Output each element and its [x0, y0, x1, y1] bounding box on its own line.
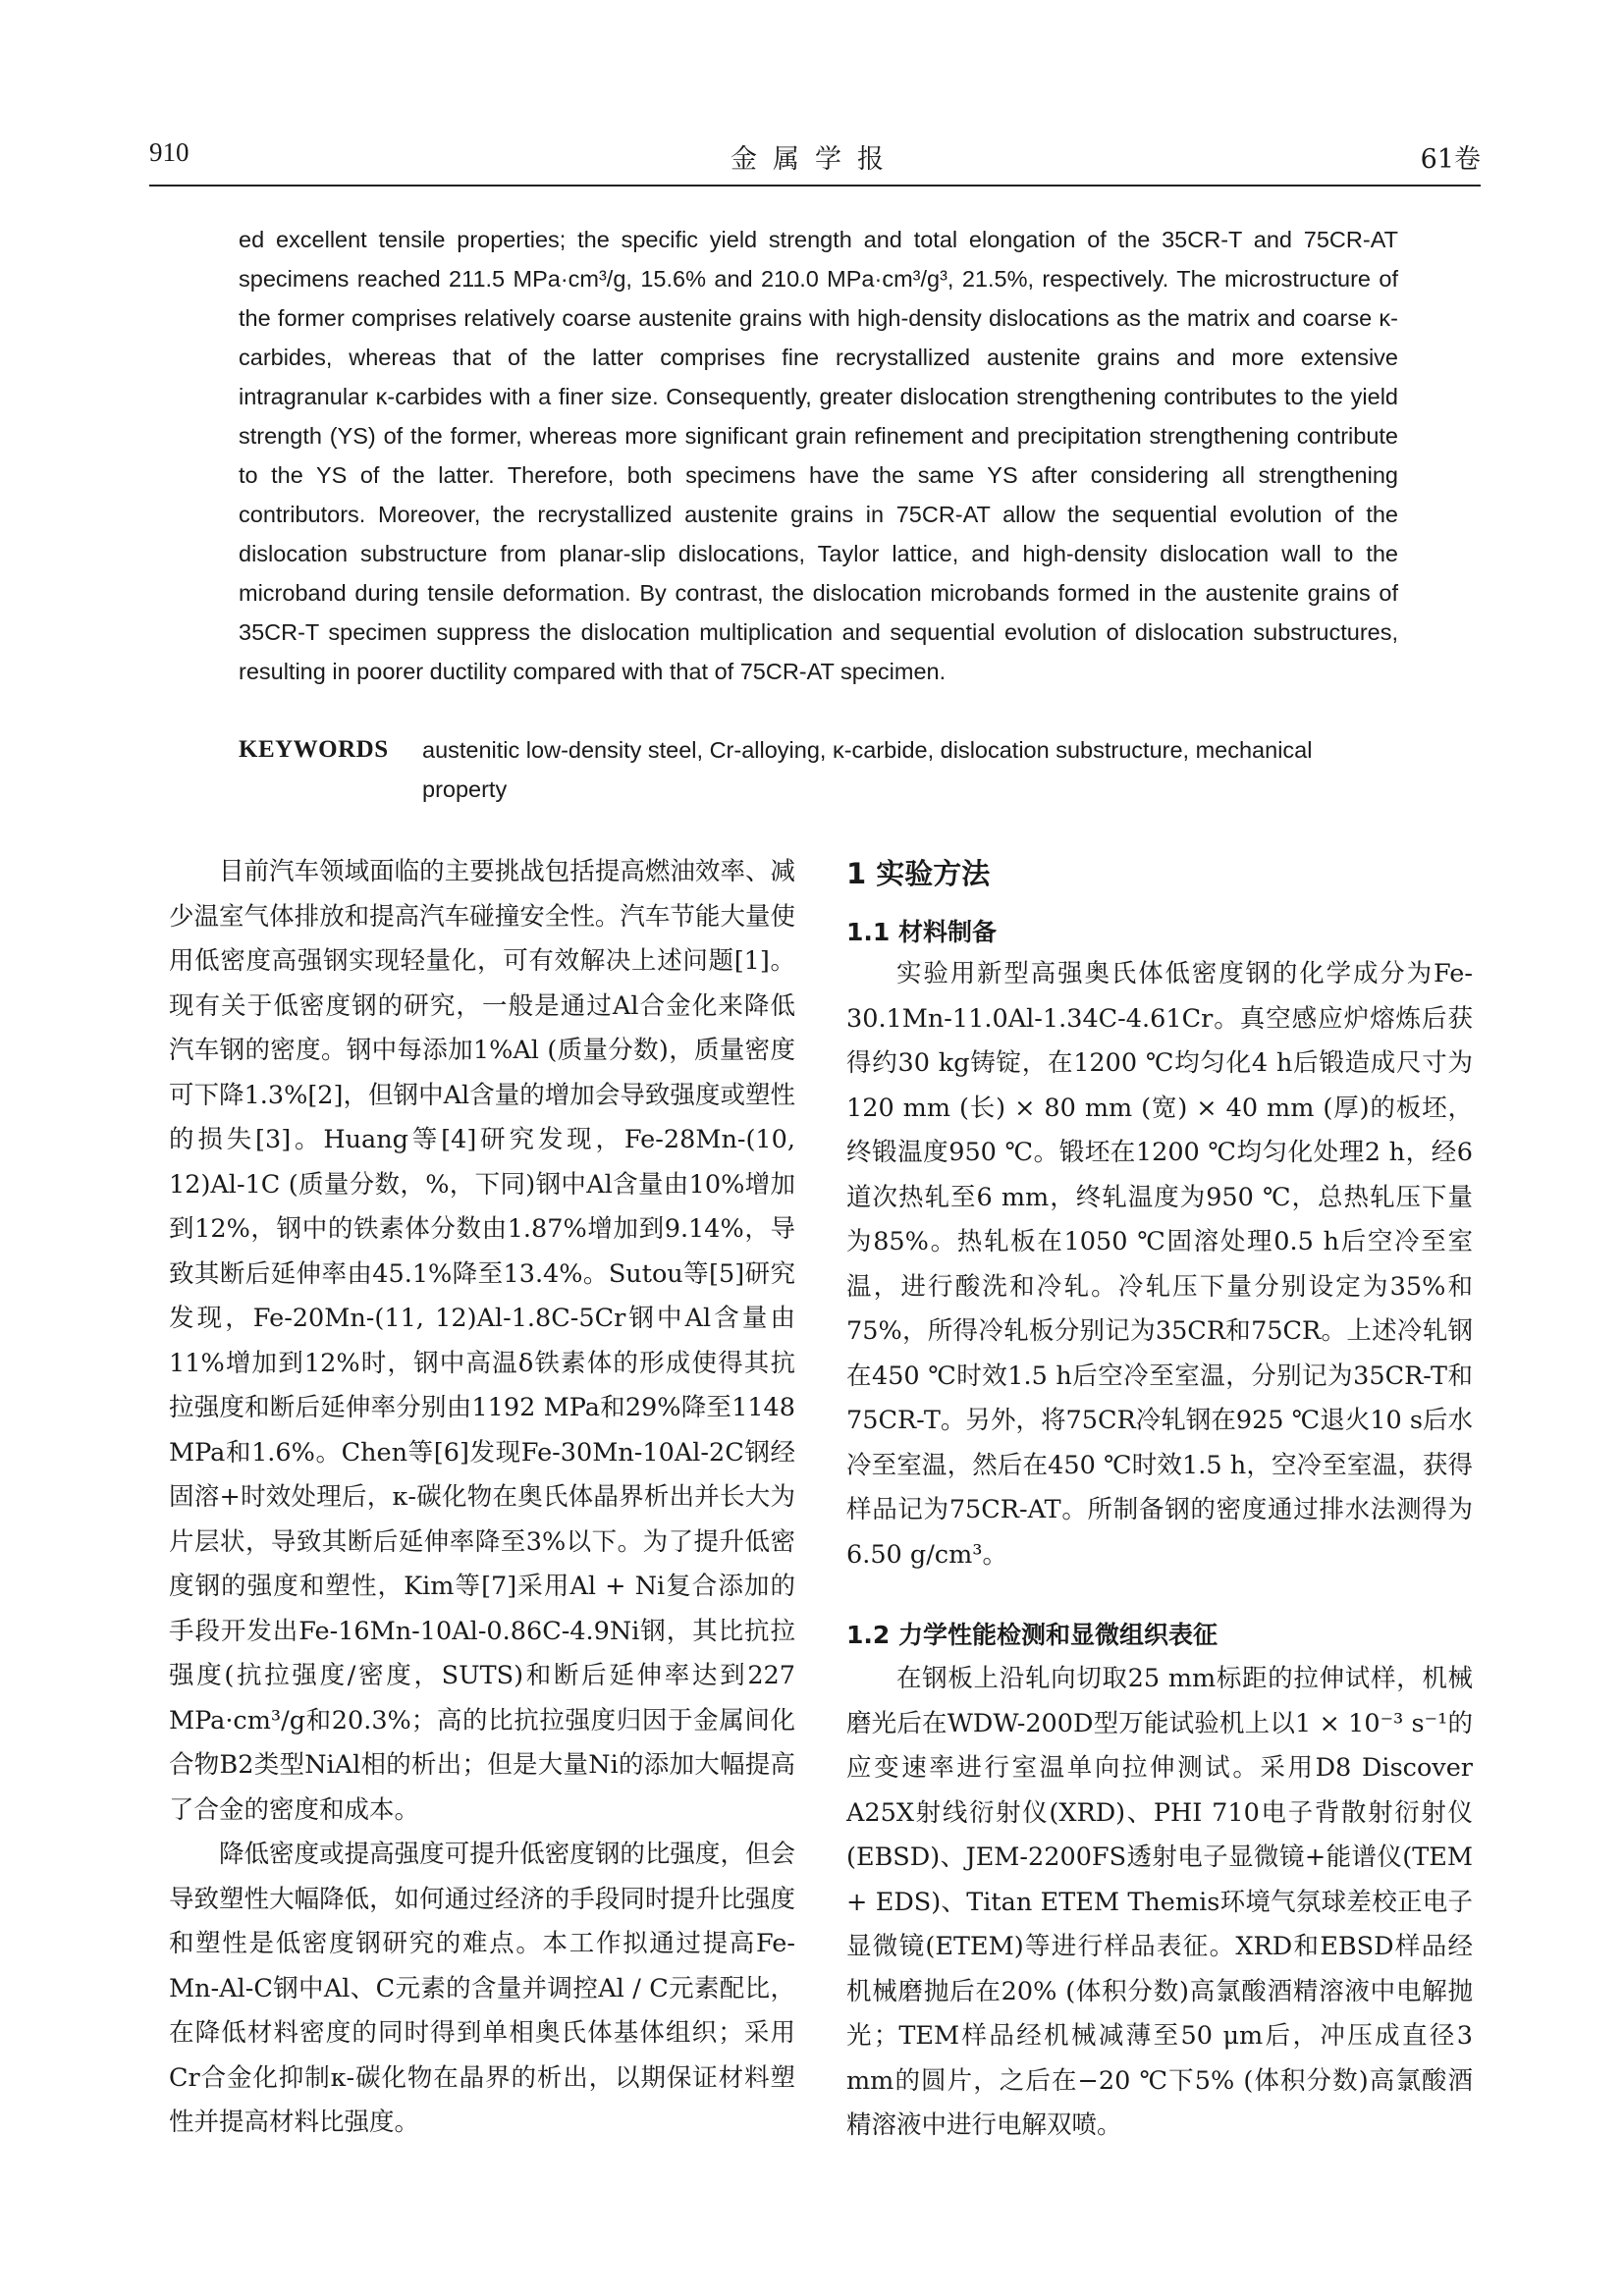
page-number: 910 — [149, 137, 189, 167]
testing-paragraph: 在钢板上沿轧向切取25 mm标距的拉伸试样，机械磨光后在WDW-200D型万能试验机上以1 × 10⁻³ s⁻¹的应变速率进行室温单向拉伸测试。采用D8 Discover A25X射线衍射仪(XRD)、PHI 710电子背散射衍射仪(EBSD)、JEM-2200FS透射电子显微镜+能谱仪(TEM + EDS)、Titan ETEM Themis环境气氛球差校正电子显微镜(ETEM)等进行样品表征。XRD和EBSD样品经机械磨抛后在20% (体积分数)高氯酸酒精溶液中电解抛光；TEM样品经机械减薄至50 μm后，冲压成直径3 mm的圆片，之后在−20 ℃下5% (体积分数)高氯酸酒精溶液中进行电解双喷。 — [846, 1664, 1473, 2140]
subsection-heading-testing: 1.2 力学性能检测和显微组织表征 — [846, 1621, 1218, 1649]
keywords-label: KEYWORDS — [239, 736, 389, 763]
journal-name: 金属学报 — [731, 144, 899, 175]
right-column-testing — [846, 1657, 1473, 2149]
section-heading-methods: 1 实验方法 — [846, 857, 991, 890]
volume-label: 61卷 — [1420, 144, 1481, 175]
right-column-materials — [846, 952, 1473, 1577]
intro-paragraph-1: 目前汽车领域面临的主要挑战包括提高燃油效率、减少温室气体排放和提高汽车碰撞安全性。汽车节能大量使用低密度高强钢实现轻量化，可有效解决上述问题[1]。现有关于低密度钢的研究，一般是通过Al合金化来降低汽车钢的密度。钢中每添加1%Al (质量分数)，质量密度可下降1.3%[2]，但钢中Al含量的增加会导致强度或塑性的损失[3]。Huang等[4]研究发现，Fe-28Mn-(10, 12)Al-1C (质量分数，%，下同)钢中Al含量由10%增加到12%，钢中的铁素体分数由1.87%增加到9.14%，导致其断后延伸率由45.1%降至13.4%。Sutou等[5]研究发现，Fe-20Mn-(11, 12)Al-1.8C-5Cr钢中Al含量由11%增加到12%时，钢中高温δ铁素体的形成使得其抗拉强度和断后延伸率分别由1192 MPa和29%降至1148 MPa和1.6%。Chen等[6]发现Fe-30Mn-10Al-2C钢经固溶+时效处理后，κ-碳化物在奥氏体晶界析出并长大为片层状，导致其断后延伸率降至3%以下。为了提升低密度钢的强度和塑性，Kim等[7]采用Al + Ni复合添加的手段开发出Fe-16Mn-10Al-0.86C-4.9Ni钢，其比抗拉强度(抗拉强度/密度，SUTS)和断后延伸率达到227 MPa·cm³/g和20.3%；高的比抗拉强度归因于金属间化合物B2类型NiAl相的析出；但是大量Ni的添加大幅提高了合金的密度和成本。 — [169, 857, 795, 1825]
header-rule — [149, 185, 1481, 187]
abstract-text: ed excellent tensile properties; the specific yield strength and total elongation of the 35CR-T and 75CR-AT specimens reached 211.5 MPa·cm³/g, 15.6% and 210.0 MPa·cm³/g³, 21.5%, respectively. The microstructure of the former comprises relatively coarse austenite grains with high-density dislocations as the matrix and coarse κ-carbides, whereas that of the latter comprises fine recrystallized austenite grains and more extensive intragranular κ-carbides with a finer size. Consequently, greater dislocation strengthening contributes to the yield strength (YS) of the former, whereas more significant grain refinement and precipitation strengthening contribute to the YS of the latter. Therefore, both specimens have the same YS after considering all strengthening contributors. Moreover, the recrystallized austenite grains in 75CR-AT allow the sequential evolution of the dislocation substructure from planar-slip dislocations, Taylor lattice, and high-density dislocation wall to the microband during tensile deformation. By contrast, the dislocation microbands formed in the austenite grains of 35CR-T specimen suppress the dislocation multiplication and sequential evolution of dislocation substructures, resulting in poorer ductility compared with that of 75CR-AT specimen. — [239, 227, 1398, 684]
subsection-heading-materials: 1.1 材料制备 — [846, 918, 997, 946]
keywords-text: austenitic low-density steel, Cr-alloying, κ-carbide, dislocation substructure, mechanical property — [422, 737, 1313, 802]
english-abstract — [239, 220, 1398, 691]
materials-paragraph: 实验用新型高强奥氏体低密度钢的化学成分为Fe-30.1Mn-11.0Al-1.34C-4.61Cr。真空感应炉熔炼后获得约30 kg铸锭，在1200 ℃均匀化4 h后锻造成尺寸为120 mm (长) × 80 mm (宽) × 40 mm (厚)的板坯，终锻温度950 ℃。锻坯在1200 ℃均匀化处理2 h，经6道次热轧至6 mm，终轧温度为950 ℃，总热轧压下量为85%。热轧板在1050 ℃固溶处理0.5 h后空冷至室温，进行酸洗和冷轧。冷轧压下量分别设定为35%和75%，所得冷轧板分别记为35CR和75CR。上述冷轧钢在450 ℃时效1.5 h后空冷至室温，分别记为35CR-T和75CR-T。另外，将75CR冷轧钢在925 ℃退火10 s后水冷至室温，然后在450 ℃时效1.5 h，空冷至室温，获得样品记为75CR-AT。所制备钢的密度通过排水法测得为6.50 g/cm³。 — [846, 959, 1473, 1570]
running-header — [149, 137, 1481, 183]
keywords-block — [239, 730, 1398, 809]
intro-paragraph-2: 降低密度或提高强度可提升低密度钢的比强度，但会导致塑性大幅降低，如何通过经济的手段同时提升比强度和塑性是低密度钢研究的难点。本工作拟通过提高Fe-Mn-Al-C钢中Al、C元素的含量并调控Al / C元素配比，在降低材料密度的同时得到单相奥氏体基体组织；采用Cr合金化抑制κ-碳化物在晶界的析出，以期保证材料塑性并提高材料比强度。 — [169, 1840, 795, 2137]
left-column — [169, 850, 795, 2146]
